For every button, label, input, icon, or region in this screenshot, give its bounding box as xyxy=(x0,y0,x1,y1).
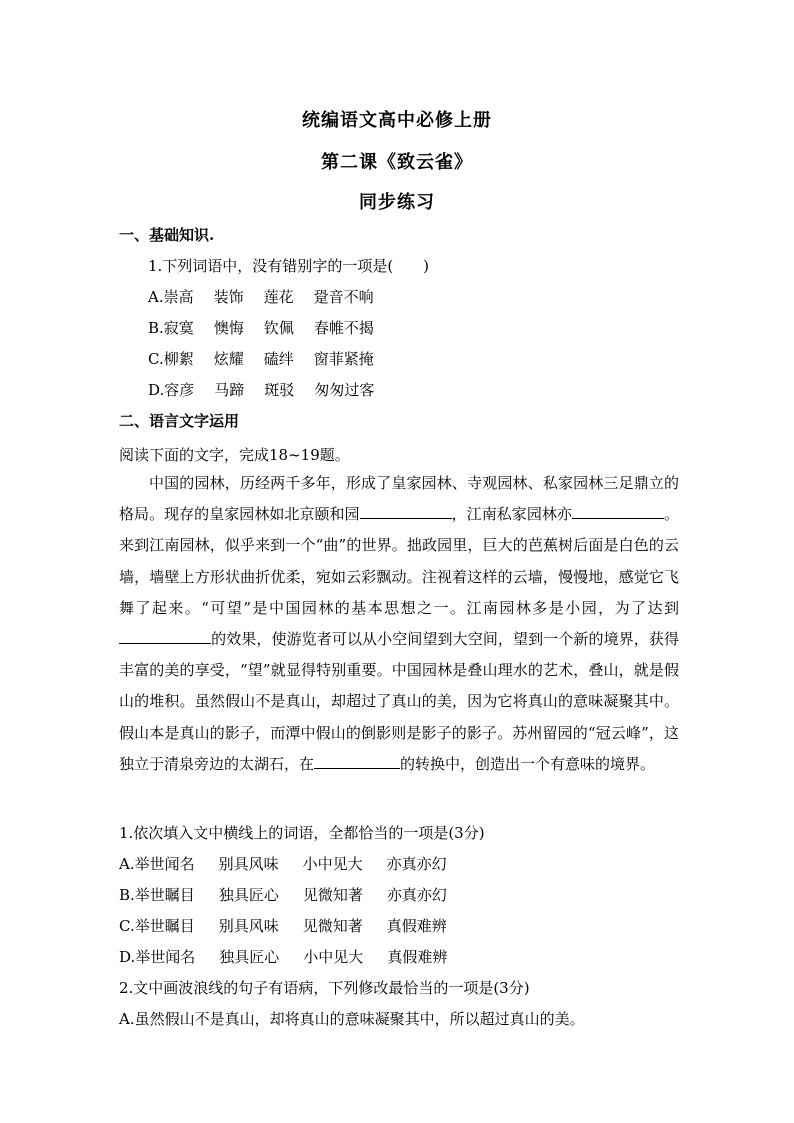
s2-q1-option-b: B.举世瞩目 独具匠心 见微知著 亦真亦幻 xyxy=(119,886,447,904)
section2-heading: 二、语言文字运用 xyxy=(119,412,240,430)
doc-title: 统编语文高中必修上册 xyxy=(302,110,492,131)
s2-q1-option-c: C.举世瞩目 别具风味 见微知著 真假难辨 xyxy=(119,917,447,935)
lesson-title: 第二课《致云雀》 xyxy=(321,152,473,173)
section1-heading: 一、基础知识. xyxy=(119,226,215,244)
answer-blank-1[interactable] xyxy=(360,503,452,519)
s2-q2-stem: 2.文中画波浪线的句子有语病，下列修改最恰当的一项是(3分) xyxy=(119,979,530,997)
reading-intro: 阅读下面的文字，完成18~19题。 xyxy=(119,446,350,464)
s2-q1-option-d: D.举世闻名 独具匠心 小中见大 真假难辨 xyxy=(119,948,448,966)
answer-blank-2[interactable] xyxy=(572,503,664,519)
answer-blank-4[interactable] xyxy=(314,753,400,769)
s1-q1-option-b: B.寂寞 懊悔 钦佩 春帷不揭 xyxy=(148,319,374,337)
s2-q2-option-a: A.虽然假山不是真山，却将真山的意味凝聚其中，所以超过真山的美。 xyxy=(119,1010,585,1028)
s2-q1-option-a: A.举世闻名 别具风味 小中见大 亦真亦幻 xyxy=(119,855,447,873)
reading-passage: 中国的园林，历经两千多年，形成了皇家园林、寺观园林、私家园林三足鼎立的格局。现存的皇家园林如北京颐和园 ，江南私家园林亦 。来到江南园林，似乎来到一个“曲”的世界。拙政园里，巨大的芭蕉树后面是白色的云墙，墙壁上方形状曲折优柔，宛如云彩飘动。注视着这样的云墙，慢慢地，感觉它飞舞了起来。“可望”是中国园林的基本思想之一。江南园林多是小园，为了达到的效果，使游览者可以从小空间望到大空间，望到一个新的境界，获得丰富的美的享受，“望”就显得特别重要。中国园林是叠山理水的艺术，叠山，就是假山的堆积。虽然假山不是真山，却超过了真山的美，因为它将真山的意味凝聚其中。假山本是真山的影子，而潭中假山的倒影则是影子的影子。苏州留园的“冠云峰”，这独立于清泉旁边的太湖石，在 的转换中，创造出一个有意味的境界。 xyxy=(119,474,679,773)
s1-q1-option-a: A.崇高 装饰 莲花 跫音不响 xyxy=(148,288,374,306)
exercise-title: 同步练习 xyxy=(359,192,435,213)
s1-q1-option-d: D.容彦 马蹄 斑驳 匆匆过客 xyxy=(148,381,375,399)
answer-blank-3[interactable] xyxy=(119,628,211,644)
s1-q1-option-c: C.柳絮 炫耀 磕绊 窗菲紧掩 xyxy=(148,350,374,368)
s2-q1-stem: 1.依次填入文中横线上的词语，全都恰当的一项是(3分) xyxy=(119,824,485,842)
s1-q1-stem: 1.下列词语中，没有错别字的一项是( ) xyxy=(148,257,430,275)
